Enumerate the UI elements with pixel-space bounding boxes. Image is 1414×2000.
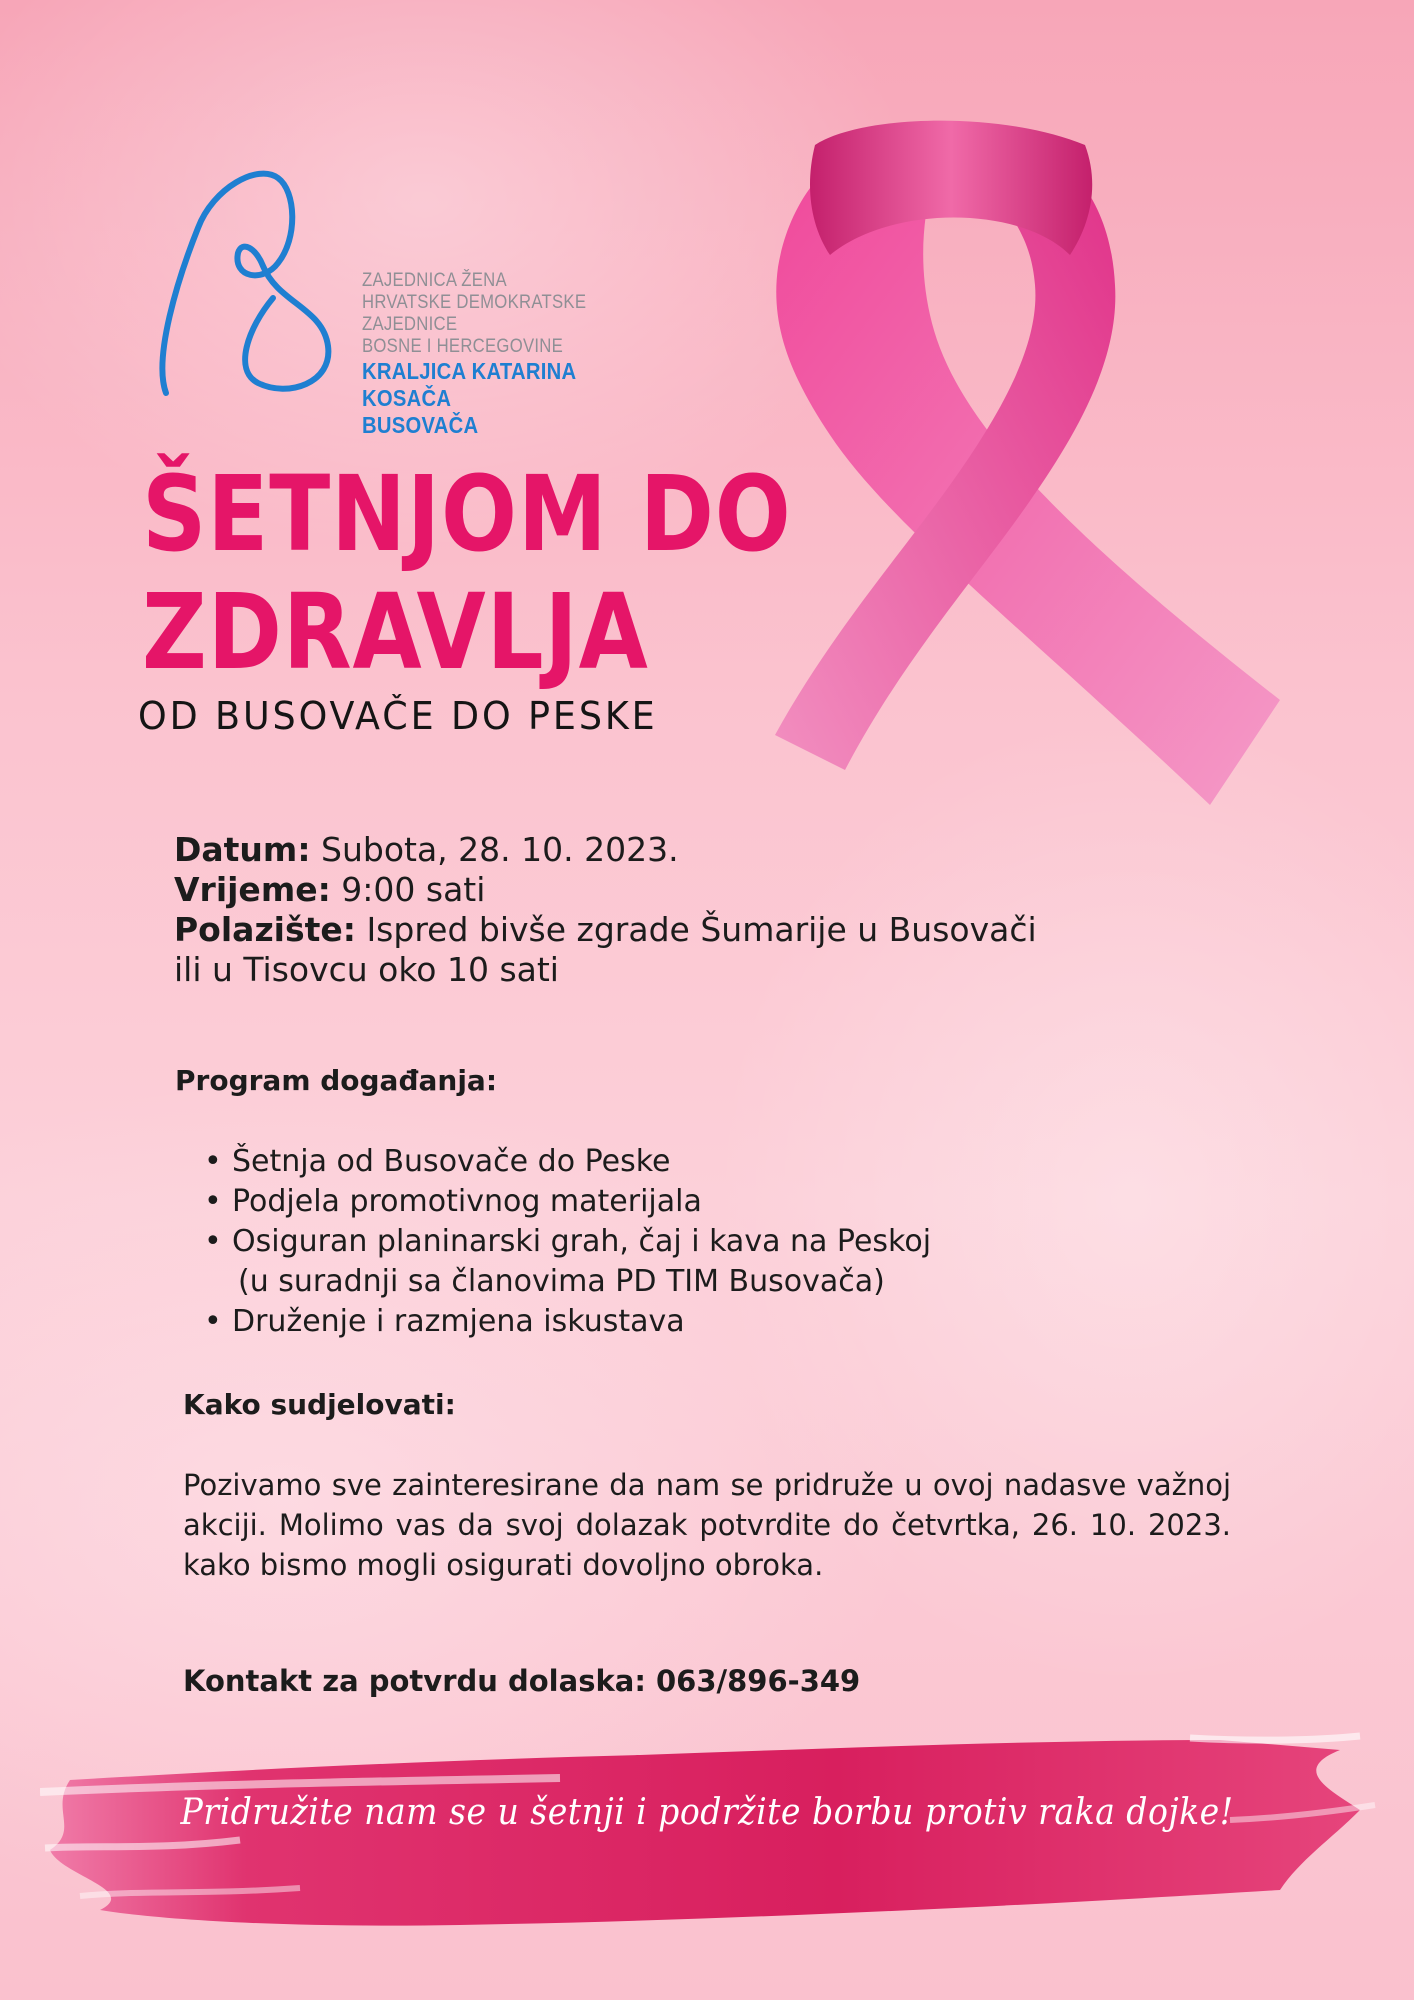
- event-subtitle: OD BUSOVAČE DO PESKE: [138, 694, 658, 738]
- program-heading: Program događanja:: [175, 1064, 498, 1097]
- org-line-2: HRVATSKE DEMOKRATSKE ZAJEDNICE: [362, 292, 587, 335]
- title-line-1: ŠETNJOM DO: [142, 453, 792, 575]
- participation-heading: Kako sudjelovati:: [183, 1388, 456, 1421]
- program-list: [204, 1142, 931, 1342]
- date-row: [174, 830, 1214, 870]
- event-title: [142, 455, 847, 691]
- list-item: [204, 1222, 931, 1302]
- start-value-line-2: ili u Tisovcu oko 10 sati: [174, 950, 559, 989]
- pink-ribbon-icon: [770, 105, 1330, 820]
- organization-logo-icon: [138, 158, 348, 398]
- time-value: 9:00 sati: [341, 870, 486, 909]
- list-item: • Šetnja od Busovače do Peske: [204, 1142, 931, 1182]
- organization-name: [362, 270, 644, 439]
- org-line-1: ZAJEDNICA ŽENA: [362, 270, 507, 291]
- org-line-3: BOSNE I HERCEGOVINE: [362, 336, 564, 357]
- list-item: • Podjela promotivnog materijala: [204, 1182, 931, 1222]
- start-value: Ispred bivše zgrade Šumarije u Busovači: [366, 910, 1037, 949]
- time-row: [174, 870, 1214, 910]
- date-label: Datum:: [174, 830, 311, 869]
- list-item-text: Osiguran planinarski grah, čaj i kava na Peskoj: [232, 1224, 932, 1259]
- list-item: • Druženje i razmjena iskustava: [204, 1302, 931, 1342]
- event-details: [174, 830, 1214, 990]
- time-label: Vrijeme:: [174, 870, 331, 909]
- date-value: Subota, 28. 10. 2023.: [321, 830, 679, 869]
- list-item-note: (u suradnji sa članovima PD TIM Busovača): [238, 1264, 885, 1299]
- participation-text: Pozivamo sve zainteresirane da nam se pridruže u ovoj nadasve važnoj akciji. Molimo vas da svoj dolazak potvrdite do četvrtka, 26. 10. 2023. kako bismo mogli osigurati dovoljno obroka.: [183, 1468, 1231, 1582]
- title-line-2: ZDRAVLJA: [142, 571, 649, 693]
- start-label: Polazište:: [174, 910, 356, 949]
- org-line-5: BUSOVAČA: [362, 412, 479, 438]
- org-line-4: KRALJICA KATARINA KOSAČA: [362, 358, 576, 411]
- contact-info: Kontakt za potvrdu dolaska: 063/896-349: [183, 1664, 861, 1698]
- banner-slogan: Pridružite nam se u šetnji i podržite borbu protiv raka dojke!: [180, 1792, 1234, 1833]
- start-row: [174, 910, 1214, 950]
